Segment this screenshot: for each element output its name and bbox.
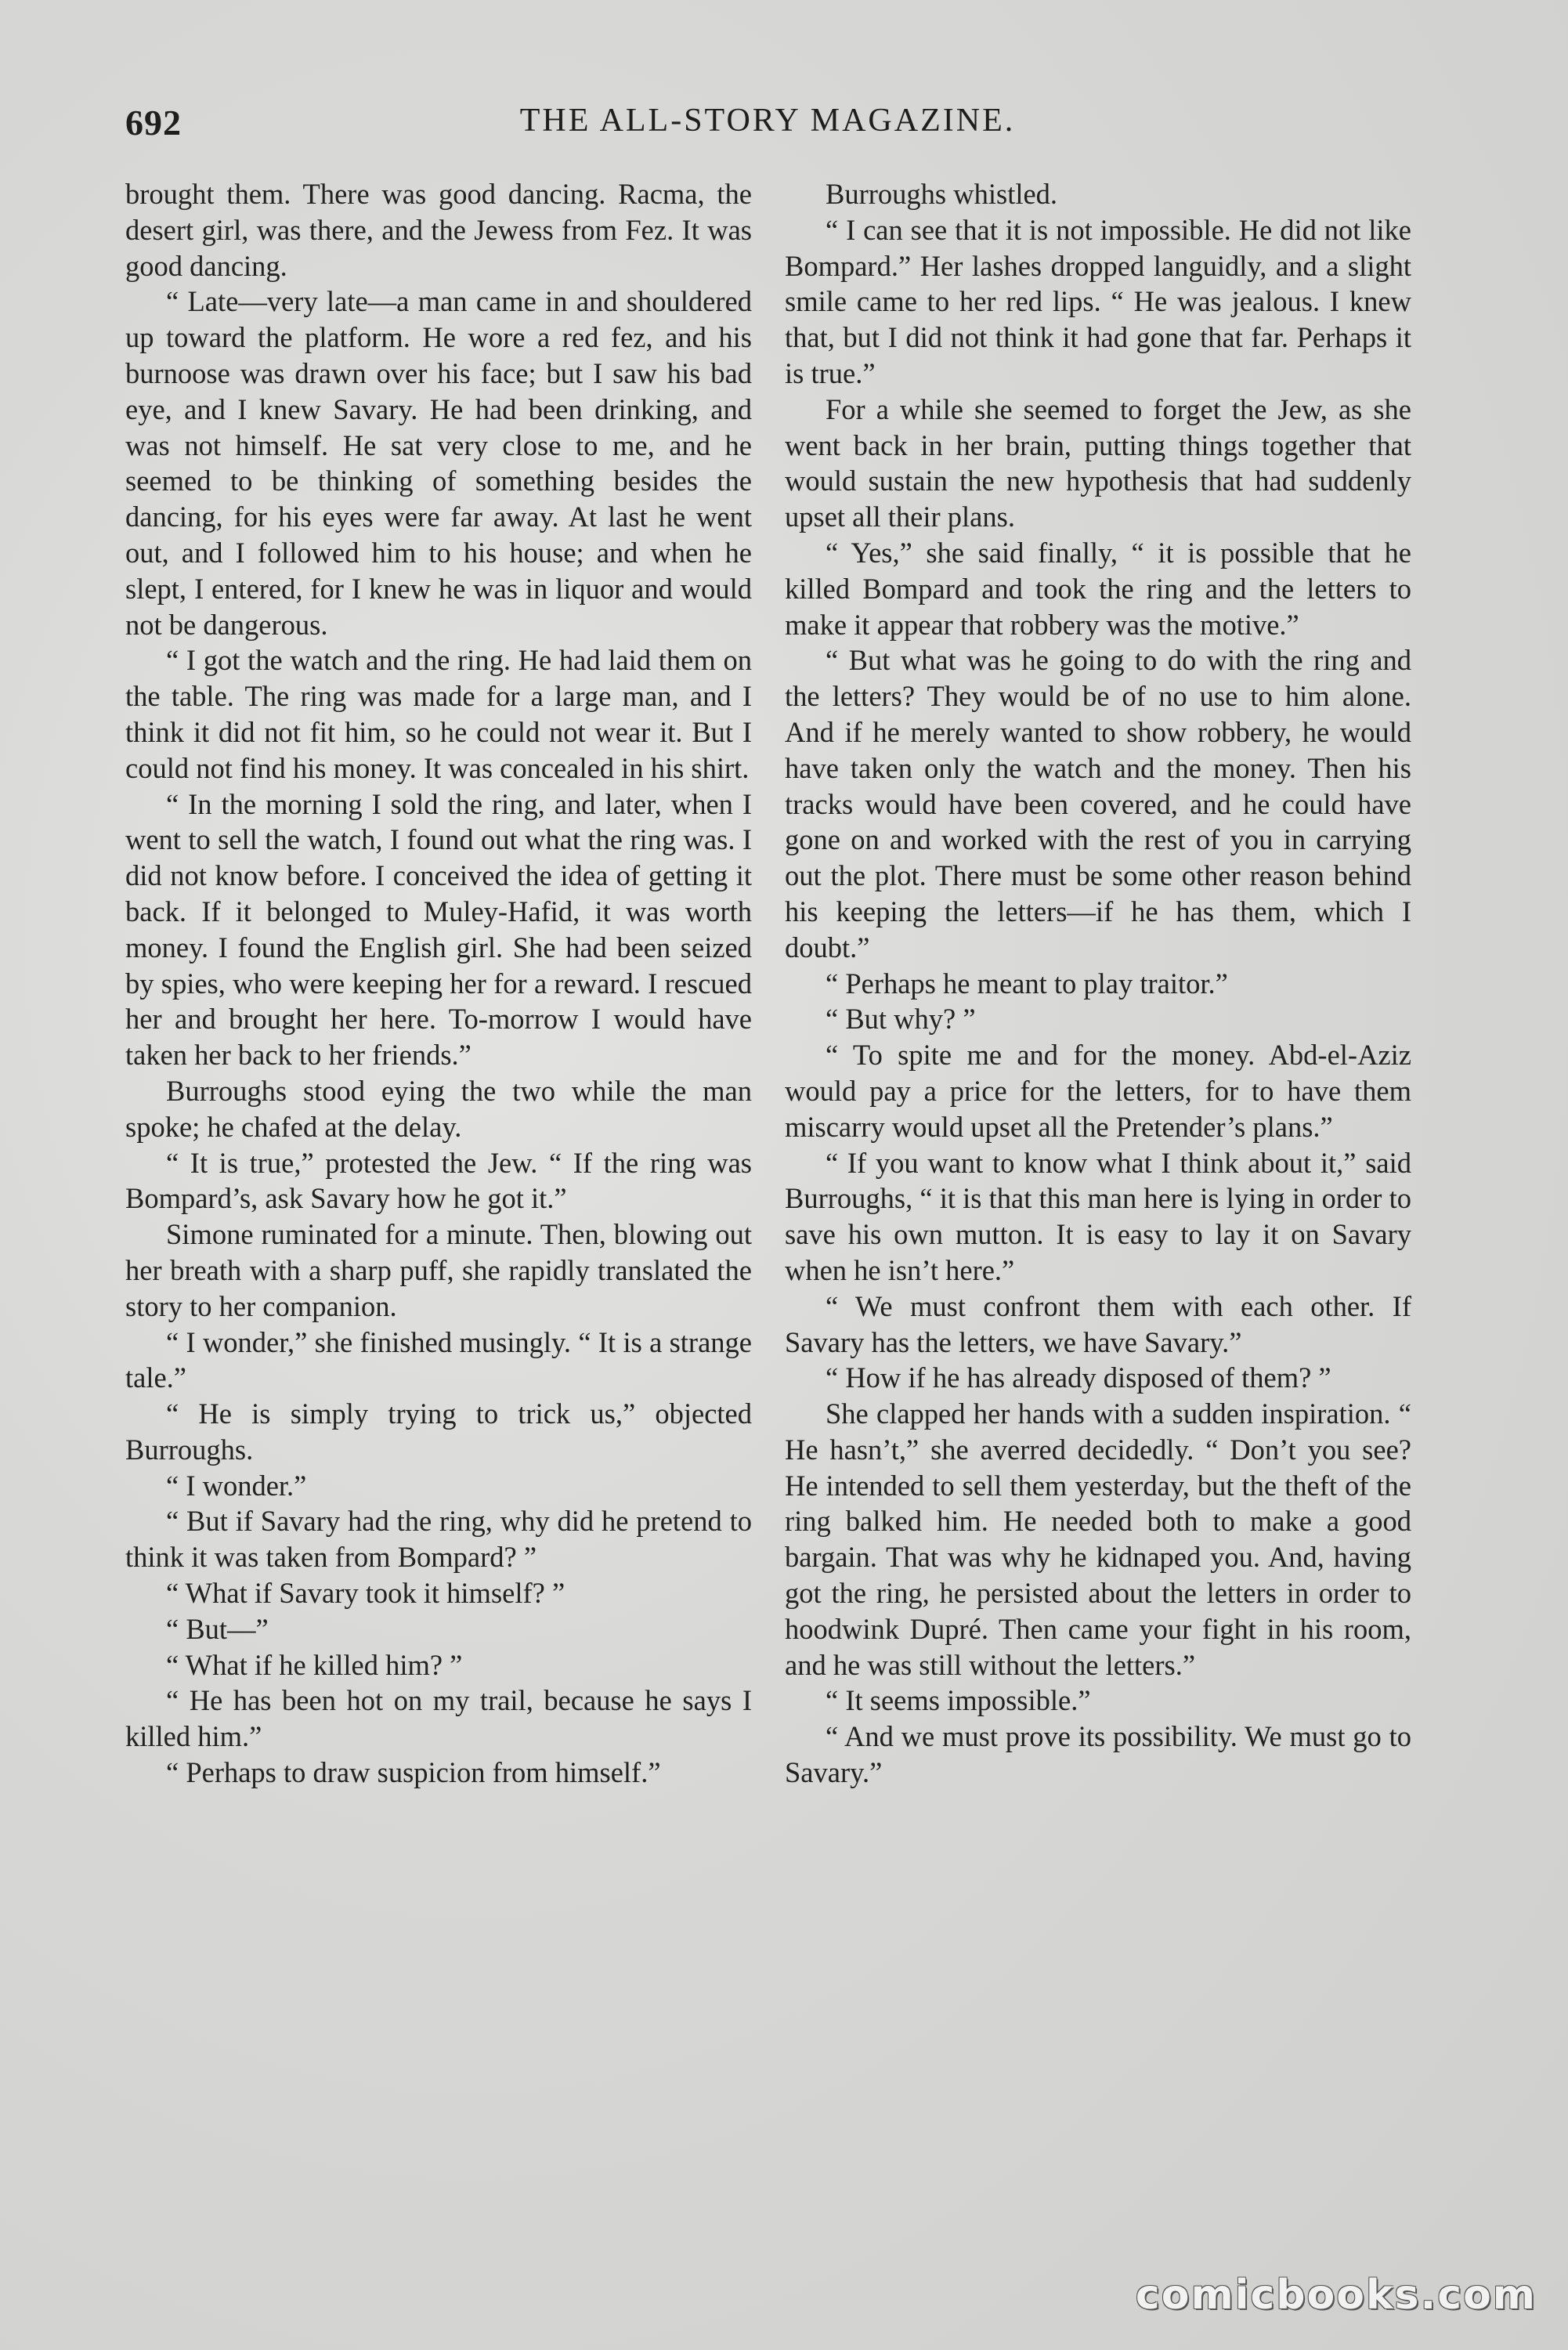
paragraph: Burroughs stood eying the two while the man spoke; he chafed at the delay. [125, 1074, 752, 1143]
paragraph: “ What if Savary took it himself? ” [166, 1577, 565, 1610]
running-title: THE ALL-STORY MAGAZINE. [519, 103, 1016, 139]
paragraph: “ Perhaps to draw suspicion from himself.” [166, 1756, 661, 1789]
paragraph: Burroughs whistled. [826, 178, 1058, 210]
paragraph: “ But—” [166, 1612, 269, 1645]
paragraph: “ And we must prove its possibility. We must go to Savary.” [785, 1720, 1411, 1789]
paragraph: “ Perhaps he meant to play traitor.” [826, 967, 1228, 1000]
paragraph: “ In the morning I sold the ring, and later, when I went to sell the watch, I found out what the ring was. I did not know before. I conceived the idea of getting it back. If it belonged to Muley-Hafid, it was worth money. I found the English girl. She had been seized by spies, who were keeping her for a reward. I rescued her and brought her here. To-morrow I would have taken her back to her friends.” [125, 787, 752, 1072]
paragraph: “ But what was he going to do with the ring and the letters? They would be of no use to him alone. And if he merely wanted to show robbery, he would have taken only the watch and the money. Then his tracks would have been covered, and he could have gone on and worked with the rest of you in carrying out the plot. There must be some other reason behind his keeping the letters—if he has them, which I doubt.” [785, 644, 1411, 964]
left-column [125, 176, 752, 1791]
paragraph: “ What if he killed him? ” [166, 1648, 463, 1681]
paragraph: “ It seems impossible.” [826, 1684, 1091, 1717]
paragraph: “ Yes,” she said finally, “ it is possible that he killed Bompard and took the ring and the letters to make it appear that robbery was the motive.” [785, 536, 1411, 641]
paragraph: For a while she seemed to forget the Jew, as she went back in her brain, putting things together that would sustain the new hypothesis that had suddenly upset all their plans. [785, 392, 1411, 533]
paragraph: “ How if he has already disposed of them? ” [826, 1361, 1331, 1394]
paragraph: She clapped her hands with a sudden inspiration. “ He hasn’t,” she averred decidedly. “ Don’t you see? He intended to sell them yesterday, but the theft of the ring balked him. He needed both to make a good bargain. That was why he kidnaped you. And, having got the ring, he persisted about the letters in order to hoodwink Dupré. Then came your fight in his room, and he was still without the letters.” [785, 1397, 1411, 1681]
paragraph: “ But why? ” [826, 1003, 976, 1036]
paragraph: “ I wonder,” she finished musingly. “ It is a strange tale.” [125, 1325, 752, 1394]
paragraph: brought them. There was good dancing. Racma, the desert girl, was there, and the Jewess from Fez. It was good dancing. [125, 178, 752, 282]
paragraph: “ I can see that it is not impossible. He did not like Bompard.” Her lashes dropped languidly, and a slight smile came to her red lips. “ He was jealous. I knew that, but I did not think it had gone that far. Perhaps it is true.” [785, 213, 1411, 389]
paragraph: Simone ruminated for a minute. Then, blowing out her breath with a sharp puff, she rapidly translated the story to her companion. [125, 1218, 752, 1322]
page-header [125, 102, 1410, 157]
page-number: 692 [125, 103, 182, 143]
paragraph: “ It is true,” protested the Jew. “ If the ring was Bompard’s, ask Savary how he got it.” [125, 1146, 752, 1215]
paragraph: “ He has been hot on my trail, because he says I killed him.” [125, 1684, 752, 1753]
paragraph: “ I wonder.” [166, 1469, 307, 1502]
paragraph: “ Late—very late—a man came in and shouldered up toward the platform. He wore a red fez, and his burnoose was drawn over his face; but I saw his bad eye, and I knew Savary. He had been drinking, and was not himself. He sat very close to me, and he seemed to be thinking of something besides the dancing, for his eyes were far away. At last he went out, and I followed him to his house; and when he slept, I entered, for I knew he was in liquor and would not be dangerous. [125, 285, 752, 641]
paragraph: “ We must confront them with each other. If Savary has the letters, we have Savary.” [785, 1289, 1411, 1358]
right-column [785, 176, 1411, 1791]
paragraph: “ He is simply trying to trick us,” objected Burroughs. [125, 1397, 752, 1466]
watermark: comicbooks.com [1135, 2272, 1537, 2319]
paragraph: “ To spite me and for the money. Abd-el-Aziz would pay a price for the letters, for to have them miscarry would upset all the Pretender’s plans.” [785, 1039, 1411, 1143]
paragraph: “ If you want to know what I think about it,” said Burroughs, “ it is that this man here is lying in order to save his own mutton. It is easy to lay it on Savary when he isn’t here.” [785, 1146, 1411, 1286]
paragraph: “ I got the watch and the ring. He had laid them on the table. The ring was made for a large man, and I think it did not fit him, so he could not wear it. But I could not find his money. It was concealed in his shirt. [125, 644, 752, 784]
paragraph: “ But if Savary had the ring, why did he pretend to think it was taken from Bompard? ” [125, 1505, 752, 1574]
